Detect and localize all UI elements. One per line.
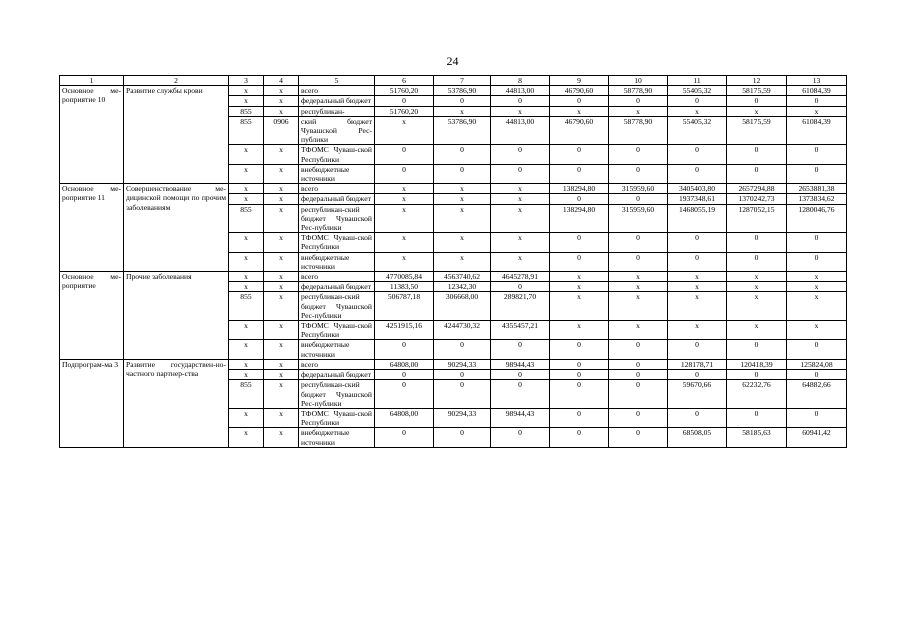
section-code-cell: 0906 [264, 116, 299, 145]
value-cell: 0 [375, 340, 434, 359]
value-cell: 0 [550, 252, 609, 271]
funding-source-cell: ский бюджет Чувашской Рес-публики [299, 116, 375, 145]
value-cell: х [434, 233, 491, 252]
value-cell: х [491, 252, 550, 271]
code-cell: 855 [229, 116, 264, 145]
column-header: 10 [609, 76, 668, 86]
value-cell: 0 [609, 145, 668, 164]
section-code-cell: х [264, 86, 299, 96]
value-cell: 51760,20 [375, 106, 434, 116]
value-cell: 0 [727, 233, 787, 252]
value-cell: 0 [550, 164, 609, 183]
value-cell: х [668, 282, 727, 292]
code-cell: х [229, 321, 264, 340]
column-header: 4 [264, 76, 299, 86]
section-code-cell: х [264, 282, 299, 292]
value-cell: 51760,20 [375, 86, 434, 96]
value-cell: х [727, 106, 787, 116]
value-cell: 0 [491, 380, 550, 409]
funding-source-cell: федеральный бюджет [299, 370, 375, 380]
value-cell: 0 [491, 96, 550, 106]
code-cell: х [229, 96, 264, 106]
value-cell: 0 [787, 96, 847, 106]
code-cell: х [229, 428, 264, 447]
value-cell: х [668, 292, 727, 321]
value-cell: 64808,00 [375, 359, 434, 369]
funding-source-cell: федеральный бюджет [299, 194, 375, 204]
value-cell: х [727, 321, 787, 340]
value-cell: 1373834,62 [787, 194, 847, 204]
value-cell: 0 [787, 164, 847, 183]
measure-name-cell: Основное ме-роприятие 10 [60, 86, 124, 184]
value-cell: 128178,71 [668, 359, 727, 369]
table-body [60, 76, 847, 448]
column-header: 8 [491, 76, 550, 86]
value-cell: 306668,00 [434, 292, 491, 321]
value-cell: 0 [609, 370, 668, 380]
funding-source-cell: республикан-ский бюджет Чувашской Рес-публики [299, 380, 375, 409]
value-cell: х [375, 184, 434, 194]
value-cell: х [434, 204, 491, 233]
value-cell: 0 [550, 96, 609, 106]
value-cell: 58778,90 [609, 86, 668, 96]
value-cell: 0 [668, 408, 727, 427]
value-cell: 4770085,84 [375, 272, 434, 282]
value-cell: х [727, 282, 787, 292]
table-row [60, 86, 847, 96]
value-cell: х [491, 233, 550, 252]
code-cell: х [229, 184, 264, 194]
code-cell: 855 [229, 106, 264, 116]
value-cell: 1280046,76 [787, 204, 847, 233]
value-cell: 68508,05 [668, 428, 727, 447]
section-code-cell: х [264, 428, 299, 447]
value-cell: 0 [434, 428, 491, 447]
value-cell: 53786,90 [434, 116, 491, 145]
column-header: 3 [229, 76, 264, 86]
value-cell: 4563740,62 [434, 272, 491, 282]
value-cell: 0 [787, 408, 847, 427]
value-cell: 0 [550, 408, 609, 427]
column-header: 11 [668, 76, 727, 86]
table-row [60, 359, 847, 369]
code-cell: х [229, 272, 264, 282]
code-cell: 855 [229, 380, 264, 409]
value-cell: 12342,30 [434, 282, 491, 292]
value-cell: 315959,60 [609, 204, 668, 233]
value-cell: х [550, 292, 609, 321]
value-cell: х [434, 252, 491, 271]
column-header: 9 [550, 76, 609, 86]
value-cell: 0 [550, 340, 609, 359]
funding-source-cell: республикан-ский бюджет Чувашской Рес-публики [299, 292, 375, 321]
value-cell: х [491, 204, 550, 233]
column-header: 7 [434, 76, 491, 86]
value-cell: 0 [491, 370, 550, 380]
value-cell: х [550, 282, 609, 292]
column-header: 5 [299, 76, 375, 86]
value-cell: 58175,59 [727, 86, 787, 96]
value-cell: 44813,00 [491, 116, 550, 145]
value-cell: х [550, 272, 609, 282]
section-code-cell: х [264, 145, 299, 164]
funding-source-cell: внебюджетные источники [299, 252, 375, 271]
value-cell: х [550, 106, 609, 116]
value-cell: 0 [491, 145, 550, 164]
value-cell: х [787, 106, 847, 116]
value-cell: 0 [550, 370, 609, 380]
funding-source-cell: внебюджетные источники [299, 340, 375, 359]
value-cell: 58778,90 [609, 116, 668, 145]
value-cell: 2653881,38 [787, 184, 847, 194]
value-cell: 0 [609, 164, 668, 183]
value-cell: 0 [668, 145, 727, 164]
section-code-cell: х [264, 164, 299, 183]
value-cell: х [491, 194, 550, 204]
value-cell: 0 [787, 252, 847, 271]
funding-source-cell: ТФОМС Чуваш-ской Республики [299, 408, 375, 427]
section-code-cell: х [264, 321, 299, 340]
section-code-cell: х [264, 233, 299, 252]
value-cell: 0 [550, 145, 609, 164]
value-cell: 58185,63 [727, 428, 787, 447]
value-cell: 53786,90 [434, 86, 491, 96]
section-code-cell: х [264, 96, 299, 106]
value-cell: 0 [668, 96, 727, 106]
value-cell: 0 [491, 164, 550, 183]
value-cell: 1287052,15 [727, 204, 787, 233]
value-cell: х [609, 321, 668, 340]
value-cell: 0 [609, 194, 668, 204]
value-cell: 1370242,73 [727, 194, 787, 204]
value-cell: 0 [434, 380, 491, 409]
value-cell: 0 [668, 340, 727, 359]
value-cell: 0 [727, 145, 787, 164]
value-cell: 0 [375, 145, 434, 164]
value-cell: 0 [550, 233, 609, 252]
value-cell: 0 [609, 340, 668, 359]
column-header: 2 [124, 76, 229, 86]
section-code-cell: х [264, 106, 299, 116]
funding-source-cell: внебюджетные источники [299, 428, 375, 447]
value-cell: 3405403,80 [668, 184, 727, 194]
funding-source-cell: республикан-ский бюджет Чувашской Рес-публики [299, 204, 375, 233]
value-cell: 0 [375, 428, 434, 447]
value-cell: 4355457,21 [491, 321, 550, 340]
value-cell: 4645278,91 [491, 272, 550, 282]
value-cell: 0 [491, 282, 550, 292]
value-cell: 0 [727, 408, 787, 427]
code-cell: х [229, 194, 264, 204]
code-cell: х [229, 340, 264, 359]
value-cell: 506787,18 [375, 292, 434, 321]
value-cell: 0 [609, 359, 668, 369]
value-cell: х [727, 272, 787, 282]
value-cell: х [375, 252, 434, 271]
value-cell: х [609, 282, 668, 292]
value-cell: 0 [609, 233, 668, 252]
value-cell: 0 [727, 370, 787, 380]
page-number: 24 [446, 54, 459, 68]
value-cell: 289821,70 [491, 292, 550, 321]
section-code-cell: х [264, 340, 299, 359]
value-cell: 90294,33 [434, 359, 491, 369]
value-cell: х [787, 272, 847, 282]
value-cell: х [787, 282, 847, 292]
value-cell: 11383,50 [375, 282, 434, 292]
measure-name-cell: Основное ме-роприятие [60, 272, 124, 360]
section-code-cell: х [264, 204, 299, 233]
value-cell: 4251915,16 [375, 321, 434, 340]
column-header: 6 [375, 76, 434, 86]
code-cell: 855 [229, 292, 264, 321]
funding-source-cell: всего [299, 272, 375, 282]
value-cell: 44813,00 [491, 86, 550, 96]
code-cell: х [229, 408, 264, 427]
code-cell: х [229, 164, 264, 183]
value-cell: 0 [727, 252, 787, 271]
funding-source-cell: всего [299, 86, 375, 96]
funding-source-cell: республикан- [299, 106, 375, 116]
funding-source-cell: ТФОМС Чуваш-ской Республики [299, 321, 375, 340]
value-cell: 60941,42 [787, 428, 847, 447]
value-cell: 0 [727, 164, 787, 183]
value-cell: 315959,60 [609, 184, 668, 194]
funding-source-cell: федеральный бюджет [299, 96, 375, 106]
table-row [60, 184, 847, 194]
value-cell: 98944,43 [491, 408, 550, 427]
value-cell: 0 [434, 164, 491, 183]
value-cell: 64882,66 [787, 380, 847, 409]
value-cell: 0 [434, 340, 491, 359]
value-cell: 0 [434, 370, 491, 380]
value-cell: 90294,33 [434, 408, 491, 427]
value-cell: х [491, 106, 550, 116]
value-cell: 55405,32 [668, 86, 727, 96]
value-cell: х [434, 106, 491, 116]
value-cell: 138294,80 [550, 184, 609, 194]
value-cell: 0 [609, 252, 668, 271]
value-cell: 120418,39 [727, 359, 787, 369]
value-cell: х [375, 116, 434, 145]
value-cell: 0 [668, 233, 727, 252]
value-cell: 46790,60 [550, 116, 609, 145]
value-cell: 0 [609, 96, 668, 106]
value-cell: 0 [550, 194, 609, 204]
value-cell: 0 [609, 380, 668, 409]
value-cell: х [727, 292, 787, 321]
value-cell: 2657294,88 [727, 184, 787, 194]
code-cell: х [229, 86, 264, 96]
value-cell: 0 [434, 145, 491, 164]
value-cell: 0 [491, 428, 550, 447]
section-code-cell: х [264, 292, 299, 321]
value-cell: 0 [609, 428, 668, 447]
value-cell: х [434, 184, 491, 194]
section-code-cell: х [264, 272, 299, 282]
value-cell: х [787, 321, 847, 340]
funding-source-cell: внебюджетные источники [299, 164, 375, 183]
value-cell: 0 [727, 96, 787, 106]
budget-table [59, 75, 847, 448]
value-cell: 0 [787, 340, 847, 359]
header-row [60, 76, 847, 86]
value-cell: 0 [375, 370, 434, 380]
value-cell: х [609, 272, 668, 282]
section-code-cell: х [264, 252, 299, 271]
value-cell: 58175,59 [727, 116, 787, 145]
funding-source-cell: ТФОМС Чуваш-ской Республики [299, 145, 375, 164]
value-cell: 0 [668, 252, 727, 271]
column-header: 12 [727, 76, 787, 86]
value-cell: х [491, 184, 550, 194]
value-cell: 0 [375, 164, 434, 183]
section-code-cell: х [264, 359, 299, 369]
value-cell: 0 [668, 164, 727, 183]
measure-title-cell: Развитие службы крови [124, 86, 229, 184]
value-cell: 0 [550, 359, 609, 369]
code-cell: х [229, 145, 264, 164]
value-cell: 138294,80 [550, 204, 609, 233]
code-cell: х [229, 370, 264, 380]
value-cell: 61084,39 [787, 116, 847, 145]
code-cell: х [229, 252, 264, 271]
value-cell: 0 [787, 145, 847, 164]
value-cell: 59670,66 [668, 380, 727, 409]
value-cell: 0 [609, 408, 668, 427]
table-row [60, 272, 847, 282]
value-cell: х [787, 292, 847, 321]
value-cell: х [668, 106, 727, 116]
code-cell: х [229, 359, 264, 369]
measure-name-cell: Подпрограм-ма 3 [60, 359, 124, 447]
measure-title-cell: Прочие заболевания [124, 272, 229, 360]
value-cell: х [375, 204, 434, 233]
measure-title-cell: Развитие государствен-но-частного партнер-ства [124, 359, 229, 447]
section-code-cell: х [264, 370, 299, 380]
value-cell: 125824,08 [787, 359, 847, 369]
column-header: 13 [787, 76, 847, 86]
column-header: 1 [60, 76, 124, 86]
measure-name-cell: Основное ме-роприятие 11 [60, 184, 124, 272]
value-cell: 0 [727, 340, 787, 359]
section-code-cell: х [264, 184, 299, 194]
value-cell: х [550, 321, 609, 340]
value-cell: 4244730,32 [434, 321, 491, 340]
value-cell: 98944,43 [491, 359, 550, 369]
value-cell: 55405,32 [668, 116, 727, 145]
funding-source-cell: федеральный бюджет [299, 282, 375, 292]
section-code-cell: х [264, 380, 299, 409]
value-cell: х [609, 106, 668, 116]
value-cell: 61084,39 [787, 86, 847, 96]
value-cell: 0 [434, 96, 491, 106]
value-cell: 1937348,61 [668, 194, 727, 204]
value-cell: х [434, 194, 491, 204]
value-cell: х [668, 272, 727, 282]
value-cell: 0 [550, 380, 609, 409]
value-cell: 1468055,19 [668, 204, 727, 233]
code-cell: х [229, 282, 264, 292]
value-cell: х [375, 233, 434, 252]
value-cell: х [609, 292, 668, 321]
value-cell: х [668, 321, 727, 340]
value-cell: 0 [787, 370, 847, 380]
value-cell: 0 [668, 370, 727, 380]
measure-title-cell: Совершенствование ме-дицинской помощи по прочим заболеваниям [124, 184, 229, 272]
value-cell: 62232,76 [727, 380, 787, 409]
funding-source-cell: всего [299, 359, 375, 369]
code-cell: х [229, 233, 264, 252]
value-cell: 46790,60 [550, 86, 609, 96]
code-cell: 855 [229, 204, 264, 233]
value-cell: 0 [375, 96, 434, 106]
value-cell: 64808,00 [375, 408, 434, 427]
value-cell: 0 [375, 380, 434, 409]
value-cell: 0 [550, 428, 609, 447]
section-code-cell: х [264, 408, 299, 427]
funding-source-cell: ТФОМС Чуваш-ской Республики [299, 233, 375, 252]
funding-source-cell: всего [299, 184, 375, 194]
section-code-cell: х [264, 194, 299, 204]
value-cell: 0 [787, 233, 847, 252]
value-cell: х [375, 194, 434, 204]
value-cell: 0 [491, 340, 550, 359]
